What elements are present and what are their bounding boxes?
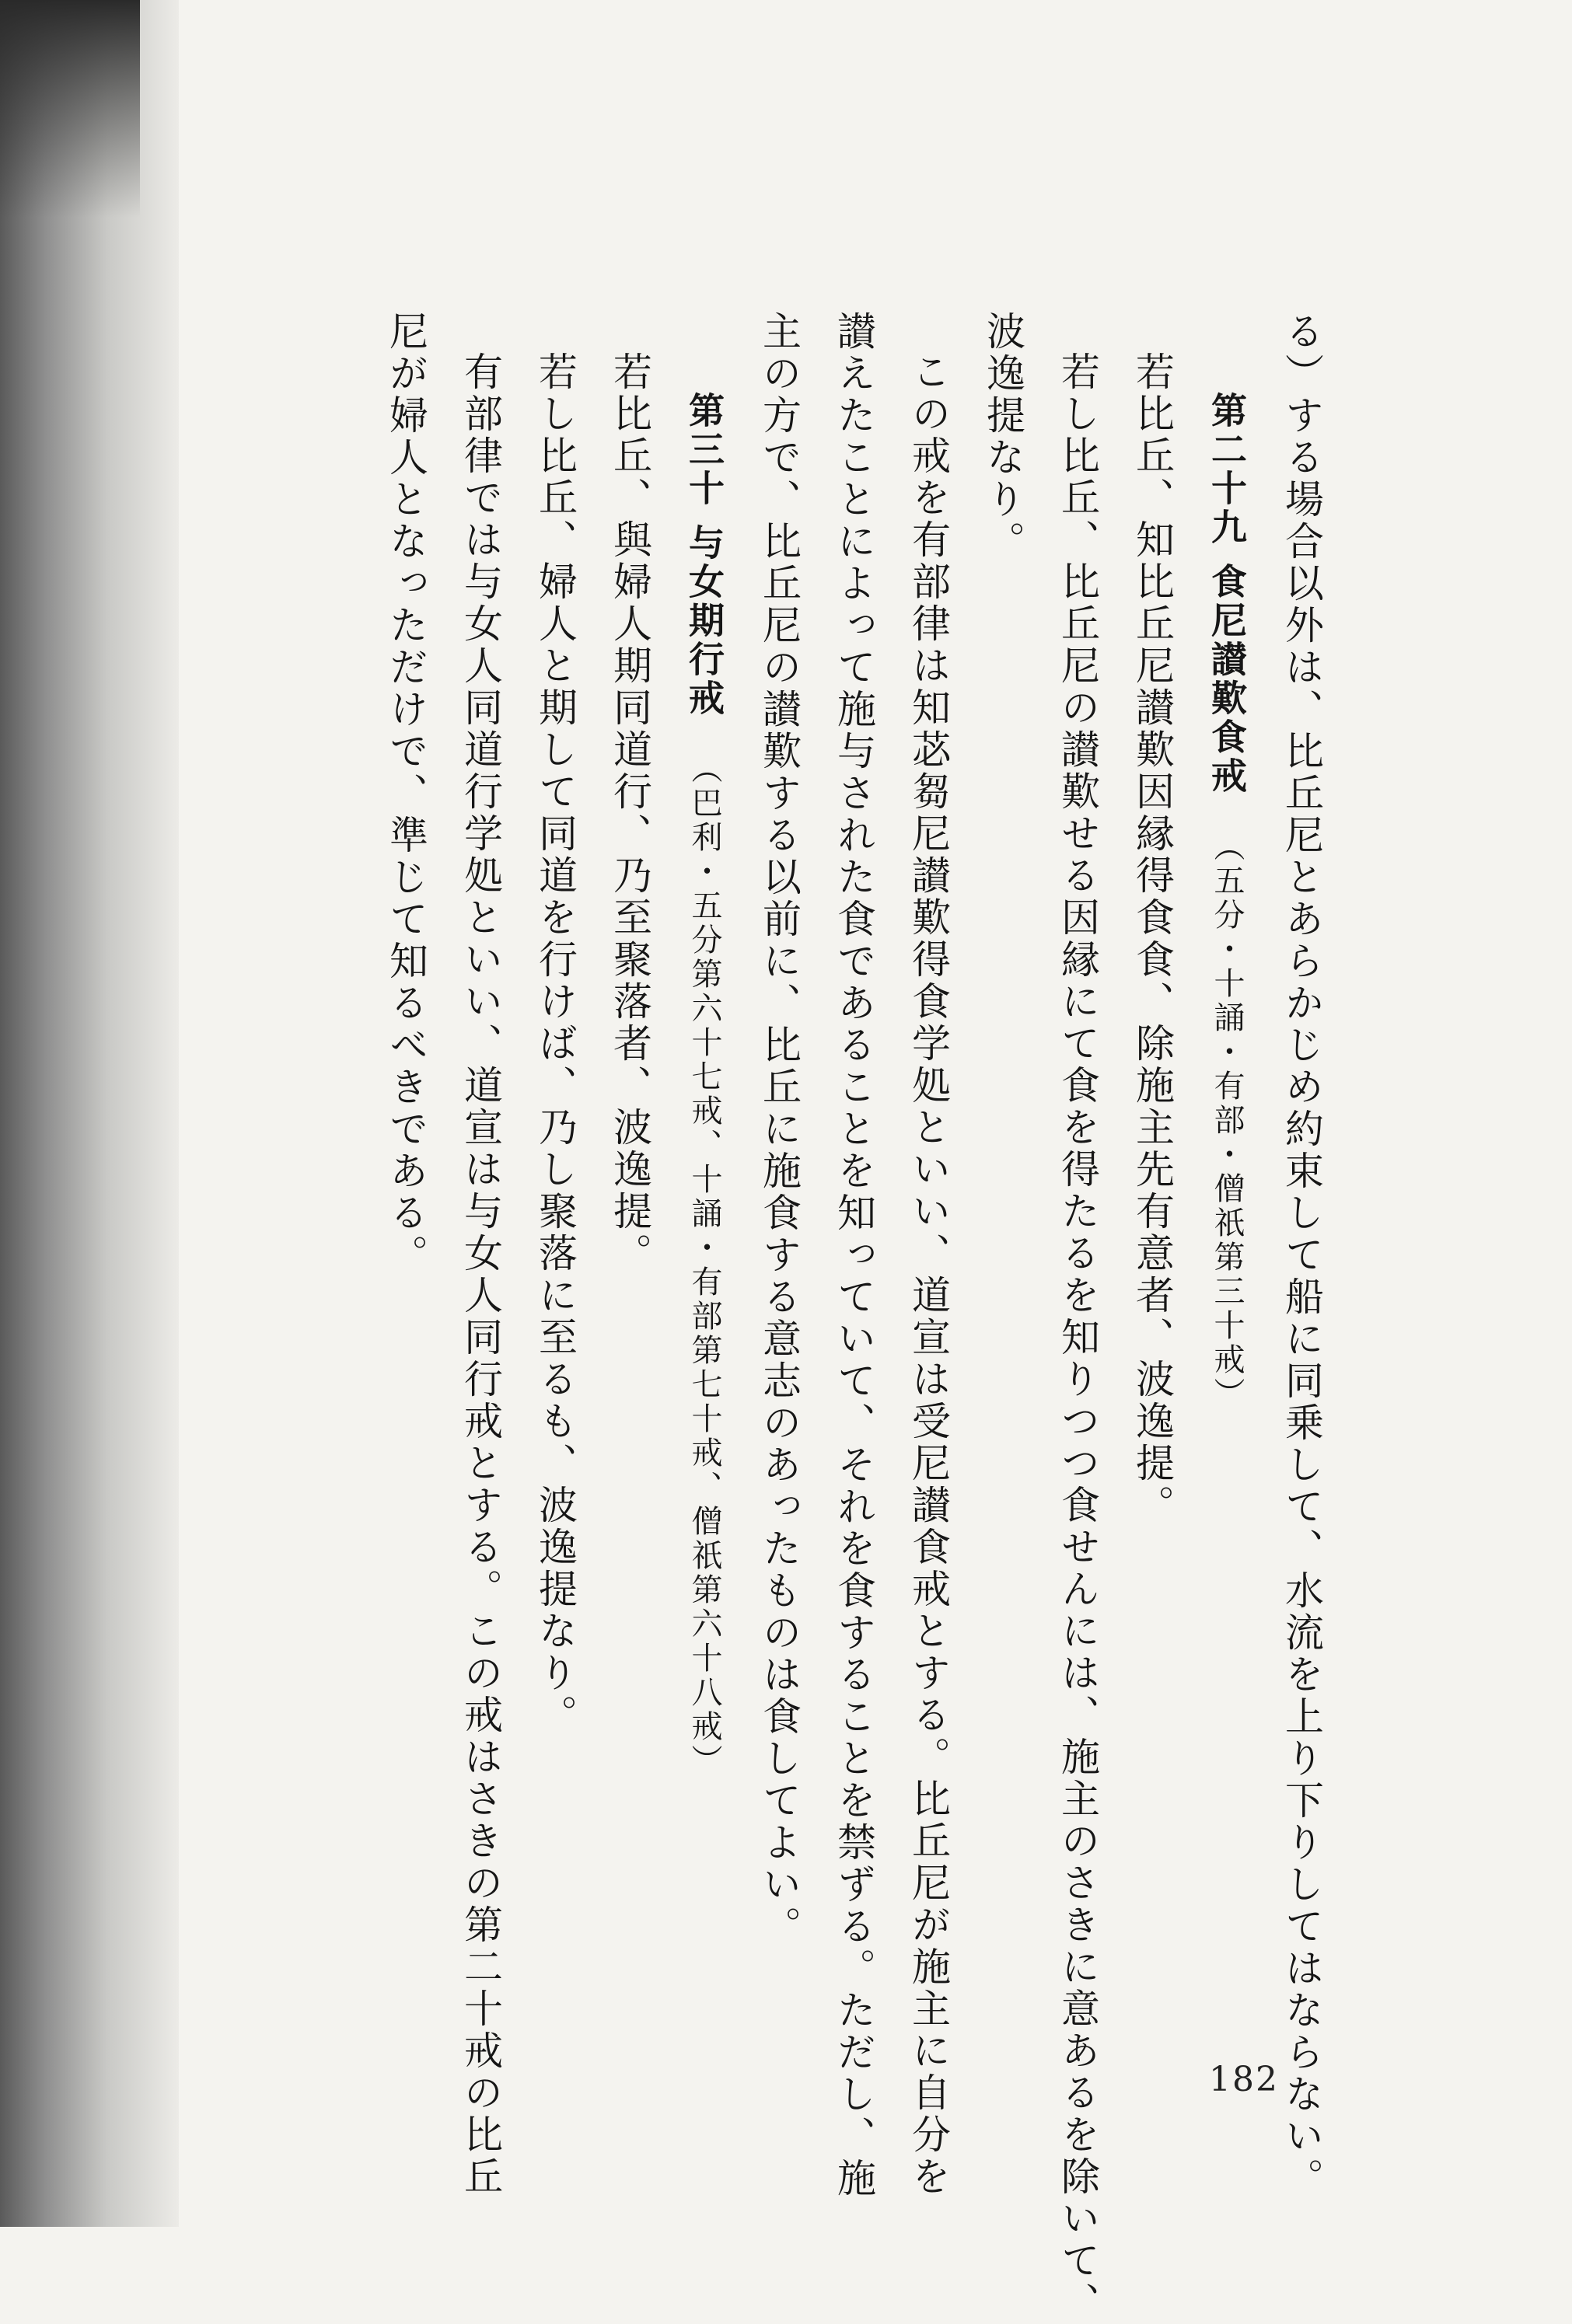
text-column: 若し比丘、婦人と期して同道を行けば、乃し聚落に至るも、波逸提なり。 [533, 351, 578, 1736]
text-column: 若比丘、知比丘尼讃歎因縁得食食、除施主先有意者、波逸提。 [1130, 351, 1175, 1527]
rule-sources: （五分・十誦・有部・僧祇第三十戒） [1209, 830, 1245, 1412]
text-column: 尼が婦人となっただけで、準じて知るべきである。 [383, 311, 428, 1276]
text-column: る）する場合以外は、比丘尼とあらかじめ約束して船に同乗して、水流を上り下りしてはならない。 [1279, 311, 1324, 2200]
rule-number: 第二十九 [1206, 392, 1248, 547]
page-number: 182 [1209, 2060, 1279, 2099]
scanned-corner-shadow [0, 0, 140, 218]
text-column: 讃えたことによって施与された食であることを知っていて、それを食することを禁ずる。ただし、施 [831, 311, 876, 2200]
text-column: 有部律では与女人同道行学処といい、道宣は与女人同行戒とする。この戒はさきの第二十戒の比丘 [458, 351, 503, 2198]
text-column: この戒を有部律は知苾芻尼讃歎得食学処といい、道宣は受尼讃食戒とする。比丘尼が施主に自分を [906, 351, 951, 2198]
rule-sources: （巴利・五分第六十七戒、十誦・有部第七十戒、僧祇第六十八戒） [686, 752, 722, 1779]
text-column: 若し比丘、比丘尼の讃歎せる因縁にて食を得たるを知りつつ食せんには、施主のさきに意あるを除いて、 [1055, 351, 1100, 2324]
text-column: 若比丘、與婦人期同道行、乃至聚落者、波逸提。 [607, 351, 652, 1275]
rule-number: 第三十 [683, 392, 725, 508]
rule-heading-29 [1189, 311, 1264, 1710]
text-column: 波逸提なり。 [980, 311, 1025, 563]
rule-heading-30 [667, 311, 742, 1779]
text-column: 主の方で、比丘尼の讃歎する以前に、比丘に施食する意志のあったものは食してよい。 [756, 311, 802, 1948]
rule-title: 与女期行戒 [683, 524, 725, 719]
rule-title: 食尼讃歎食戒 [1206, 563, 1248, 797]
